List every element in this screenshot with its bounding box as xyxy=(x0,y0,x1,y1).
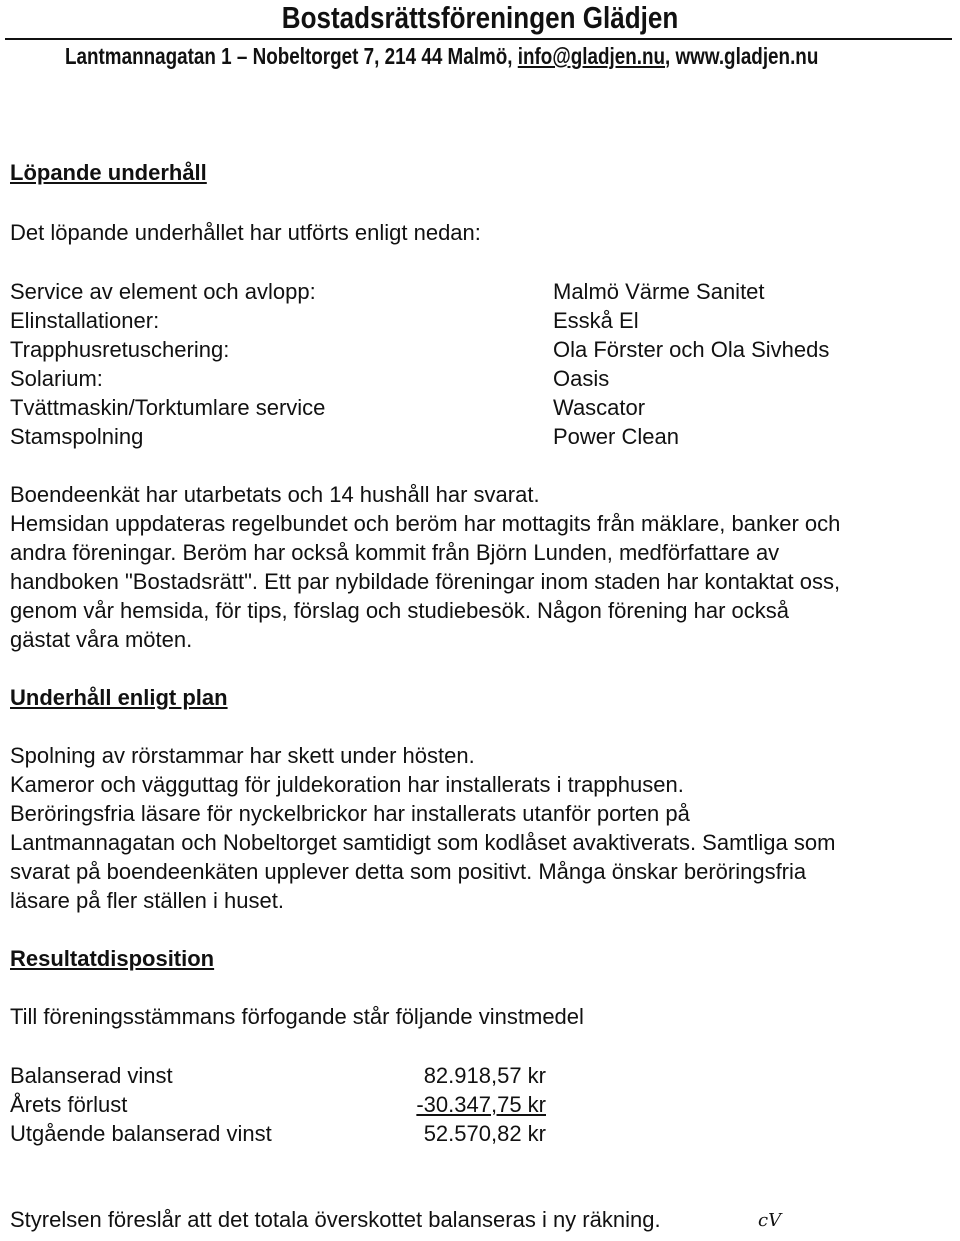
lopande-intro: Det löpande underhållet har utförts enligt nedan: xyxy=(10,220,481,245)
task-label: Stamspolning xyxy=(10,424,144,449)
result-amount: 82.918,57 kr xyxy=(423,1063,546,1088)
paragraph-line: läsare på fler ställen i huset. xyxy=(10,888,284,913)
email-link[interactable]: info@gladjen.nu xyxy=(517,43,666,69)
association-name: Bostadsrättsföreningen Glädjen xyxy=(281,0,679,35)
board-proposal: Styrelsen föreslår att det totala överskottet balanseras i ny räkning. xyxy=(10,1207,661,1232)
header-rule xyxy=(5,38,952,40)
result-amount: -30.347,75 kr xyxy=(416,1092,546,1117)
initials-signature: cV xyxy=(758,1210,782,1231)
paragraph-line: Lantmannagatan och Nobeltorget samtidigt som kodlåset avaktiverats. Samtliga som xyxy=(10,830,836,855)
task-label: Trapphusretuschering: xyxy=(10,337,230,362)
paragraph-line: svarat på boendeenkäten upplever detta som positivt. Många önskar beröringsfria xyxy=(10,859,807,884)
section-heading-plan: Underhåll enligt plan xyxy=(10,685,228,710)
address-separator: , xyxy=(665,43,676,69)
contractor-name: Oasis xyxy=(553,366,610,391)
result-label: Utgående balanserad vinst xyxy=(10,1121,272,1146)
contractor-name: Wascator xyxy=(553,395,646,420)
contractor-name: Power Clean xyxy=(553,424,679,449)
header-address xyxy=(65,43,818,70)
task-label: Tvättmaskin/Torktumlare service xyxy=(10,395,326,420)
paragraph-line: Boendeenkät har utarbetats och 14 hushåll har svarat. xyxy=(10,482,540,507)
paragraph-line: Spolning av rörstammar har skett under hösten. xyxy=(10,743,475,768)
result-amount: 52.570,82 kr xyxy=(423,1121,546,1146)
website-link[interactable]: www.gladjen.nu xyxy=(675,43,819,69)
task-label: Solarium: xyxy=(10,366,103,391)
paragraph-line: andra föreningar. Beröm har också kommit från Björn Lunden, medförfattare av xyxy=(10,540,780,565)
task-label: Elinstallationer: xyxy=(10,308,160,333)
paragraph-line: Kameror och vägguttag för juldekoration har installerats i trapphusen. xyxy=(10,772,684,797)
paragraph-line: handboken "Bostadsrätt". Ett par nybildade föreningar inom staden har kontaktat oss, xyxy=(10,569,841,594)
task-label: Service av element och avlopp: xyxy=(10,279,316,304)
address-text: Lantmannagatan 1 – Nobeltorget 7, 214 44 Malmö, xyxy=(65,43,518,69)
contractor-name: Esskå El xyxy=(553,308,639,333)
paragraph-line: Hemsidan uppdateras regelbundet och beröm har mottagits från mäklare, banker och xyxy=(10,511,841,536)
paragraph-line: gästat våra möten. xyxy=(10,627,193,652)
paragraph-line: genom vår hemsida, för tips, förslag och studiebesök. Någon förening har också xyxy=(10,598,789,623)
result-intro: Till föreningsstämmans förfogande står följande vinstmedel xyxy=(10,1004,584,1029)
section-heading-lopande: Löpande underhåll xyxy=(10,160,207,185)
contractor-name: Ola Förster och Ola Sivheds xyxy=(553,337,830,362)
result-label: Balanserad vinst xyxy=(10,1063,173,1088)
section-heading-result: Resultatdisposition xyxy=(10,946,215,971)
paragraph-line: Beröringsfria läsare för nyckelbrickor har installerats utanför porten på xyxy=(10,801,690,826)
result-label: Årets förlust xyxy=(10,1092,128,1117)
contractor-name: Malmö Värme Sanitet xyxy=(553,279,765,304)
